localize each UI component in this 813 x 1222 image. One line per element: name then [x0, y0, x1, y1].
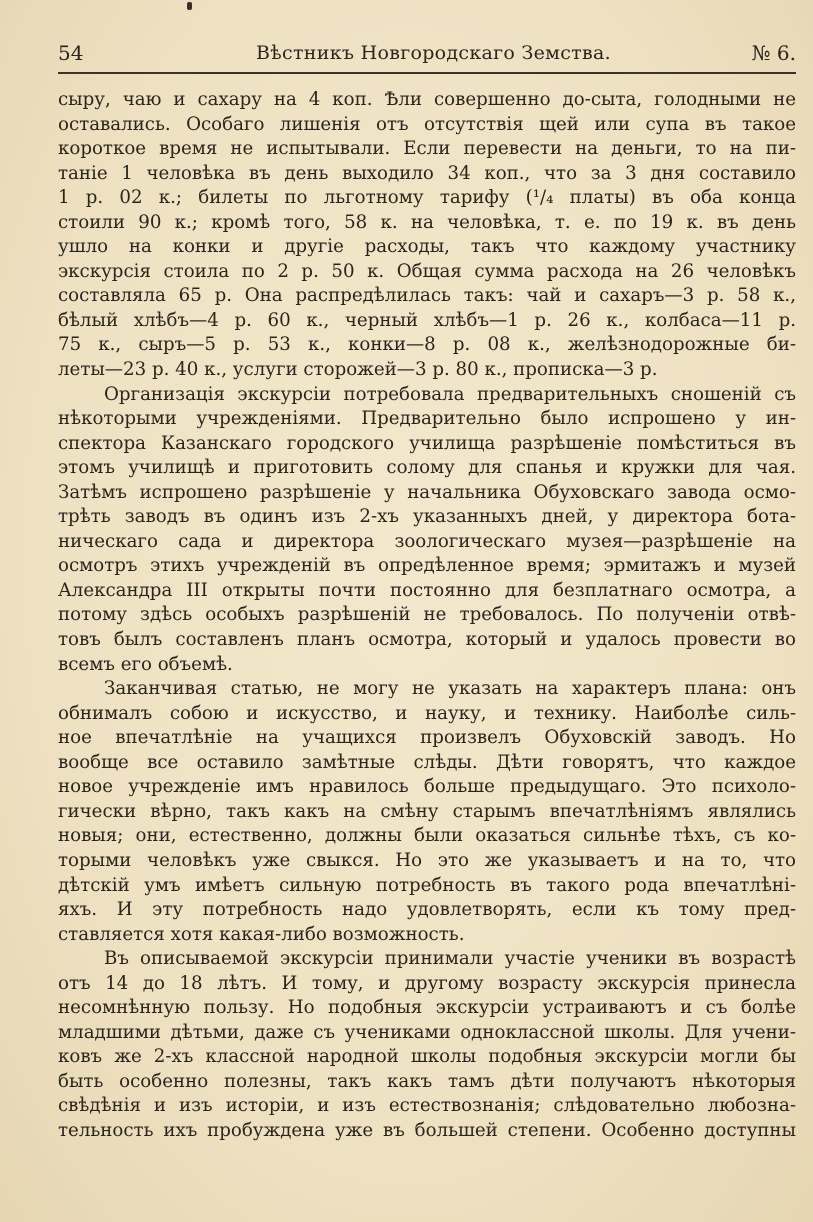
issue-number: № 6.	[751, 41, 796, 65]
paragraph	[58, 383, 796, 678]
text-line: оставались. Особаго лишенія отъ отсутствія щей или супа въ такое	[58, 113, 796, 135]
text-line: ное впечатлѣніе на учащихся произвелъ Обуховскій заводъ. Но	[58, 727, 796, 749]
text-line: ушло на конки и другіе расходы, такъ что каждому участнику	[58, 236, 796, 258]
text-line: новое учрежденіе имъ нравилось больше предыдущаго. Это психоло-	[58, 776, 796, 798]
text-line: этомъ училищѣ и приготовить солому для спанья и кружки для чая.	[58, 457, 796, 479]
text-line: Въ описываемой экскурсіи принимали участіе ученики въ возрастѣ	[104, 948, 796, 970]
text-line: ковъ же 2-хъ классной народной школы подобныя экскурсіи могли бы	[58, 1046, 796, 1068]
text-line: бѣлый хлѣбъ—4 р. 60 к., черный хлѣбъ—1 р. 26 к., колбаса—11 р.	[58, 309, 796, 331]
text-line: стоили 90 к.; кромѣ того, 58 к. на человѣка, т. е. по 19 к. въ день	[58, 211, 796, 233]
page-number: 54	[58, 41, 84, 65]
text-line: товъ былъ составленъ планъ осмотра, который и удалось провести во	[58, 629, 796, 651]
text-line: потому здѣсь особыхъ разрѣшеній не требовалось. По полученіи отвѣ-	[58, 604, 796, 626]
text-line: Затѣмъ испрошено разрѣшеніе у начальника Обуховскаго завода осмо-	[58, 481, 796, 503]
text-line: яхъ. И эту потребность надо удовлетворять, если къ тому пред-	[58, 899, 796, 921]
text-line: новыя; они, естественно, должны были оказаться сильнѣе тѣхъ, съ ко-	[58, 825, 796, 847]
text-line: всемъ его объемѣ.	[58, 653, 233, 675]
text-line: вообще все оставило замѣтные слѣды. Дѣти говорятъ, что каждое	[58, 751, 796, 773]
text-line: гически вѣрно, такъ какъ на смѣну старымъ впечатлѣніямъ являлись	[58, 800, 796, 822]
header-rule	[58, 72, 796, 74]
text-line: осмотръ этихъ учрежденій въ опредѣленное время; эрмитажъ и музей	[58, 555, 796, 577]
text-line: экскурсія стоила по 2 р. 50 к. Общая сумма расхода на 26 человѣкъ	[58, 260, 796, 282]
text-line: Заканчивая статью, не могу не указать на характеръ плана: онъ	[104, 678, 796, 700]
text-line: леты—23 р. 40 к., услуги сторожей—3 р. 80 к., прописка—3 р.	[58, 359, 658, 381]
text-line: быть особенно полезны, такъ какъ тамъ дѣти получаютъ нѣкоторыя	[58, 1070, 796, 1092]
text-line: составляла 65 р. Она распредѣлилась такъ: чай и сахаръ—3 р. 58 к.,	[58, 285, 796, 307]
paragraph	[58, 88, 796, 383]
running-head	[58, 38, 796, 68]
text-line: обнималъ собою и искусство, и науку, и технику. Наиболѣе силь-	[58, 702, 796, 724]
text-line: трѣть заводъ въ одинъ изъ 2-хъ указанныхъ дней, у директора бота-	[58, 506, 796, 528]
journal-title: Вѣстникъ Новгородскаго Земства.	[256, 42, 611, 64]
paragraph	[58, 677, 796, 947]
text-line: 75 к., сыръ—5 р. 53 к., конки—8 р. 08 к., желѣзнодорожные би-	[58, 334, 796, 356]
text-line: отъ 14 до 18 лѣтъ. И тому, и другому возрасту экскурсія принесла	[58, 972, 796, 994]
text-line: ническаго сада и директора зоологическаго музея—разрѣшеніе на	[58, 530, 796, 552]
text-line: Организація экскурсіи потребовала предварительныхъ сношеній съ	[104, 383, 796, 405]
text-line: сыру, чаю и сахару на 4 коп. Ѣли совершенно до-сыта, голодными не	[58, 89, 796, 110]
text-line: свѣдѣнія и изъ исторіи, и изъ естествознанія; слѣдовательно любозна-	[58, 1095, 796, 1117]
text-line: нѣкоторыми учрежденіями. Предварительно было испрошено у ин-	[58, 408, 796, 430]
text-line: Александра III открыты почти постоянно для безплатнаго осмотра, а	[58, 579, 796, 601]
ink-spot	[187, 2, 192, 10]
text-line: таніе 1 человѣка въ день выходило 34 коп., что за 3 дня составило	[58, 162, 796, 184]
text-line: 1 р. 02 к.; билеты по льготному тарифу (¹/₄ платы) въ оба конца	[58, 187, 796, 209]
text-line: тельность ихъ пробуждена уже въ большей степени. Особенно доступны	[58, 1119, 796, 1141]
text-line: ставляется хотя какая-либо возможность.	[58, 923, 465, 945]
text-line: несомнѣнную пользу. Но подобныя экскурсіи устраиваютъ и съ болѣе	[58, 997, 796, 1019]
text-line: короткое время не испытывали. Если перевести на деньги, то на пи-	[58, 138, 796, 160]
text-line: спектора Казанскаго городского училища разрѣшеніе помѣститься въ	[58, 432, 796, 454]
text-line: дѣтскій умъ имѣетъ сильную потребность въ такого рода впечатлѣні-	[58, 874, 796, 896]
text-line: младшими дѣтьми, даже съ учениками одноклассной школы. Для учени-	[58, 1021, 796, 1043]
text-line: торыми человѣкъ уже свыкся. Но это же указываетъ и на то, что	[58, 849, 796, 871]
paragraph	[58, 947, 796, 1143]
article-body	[58, 88, 796, 1144]
